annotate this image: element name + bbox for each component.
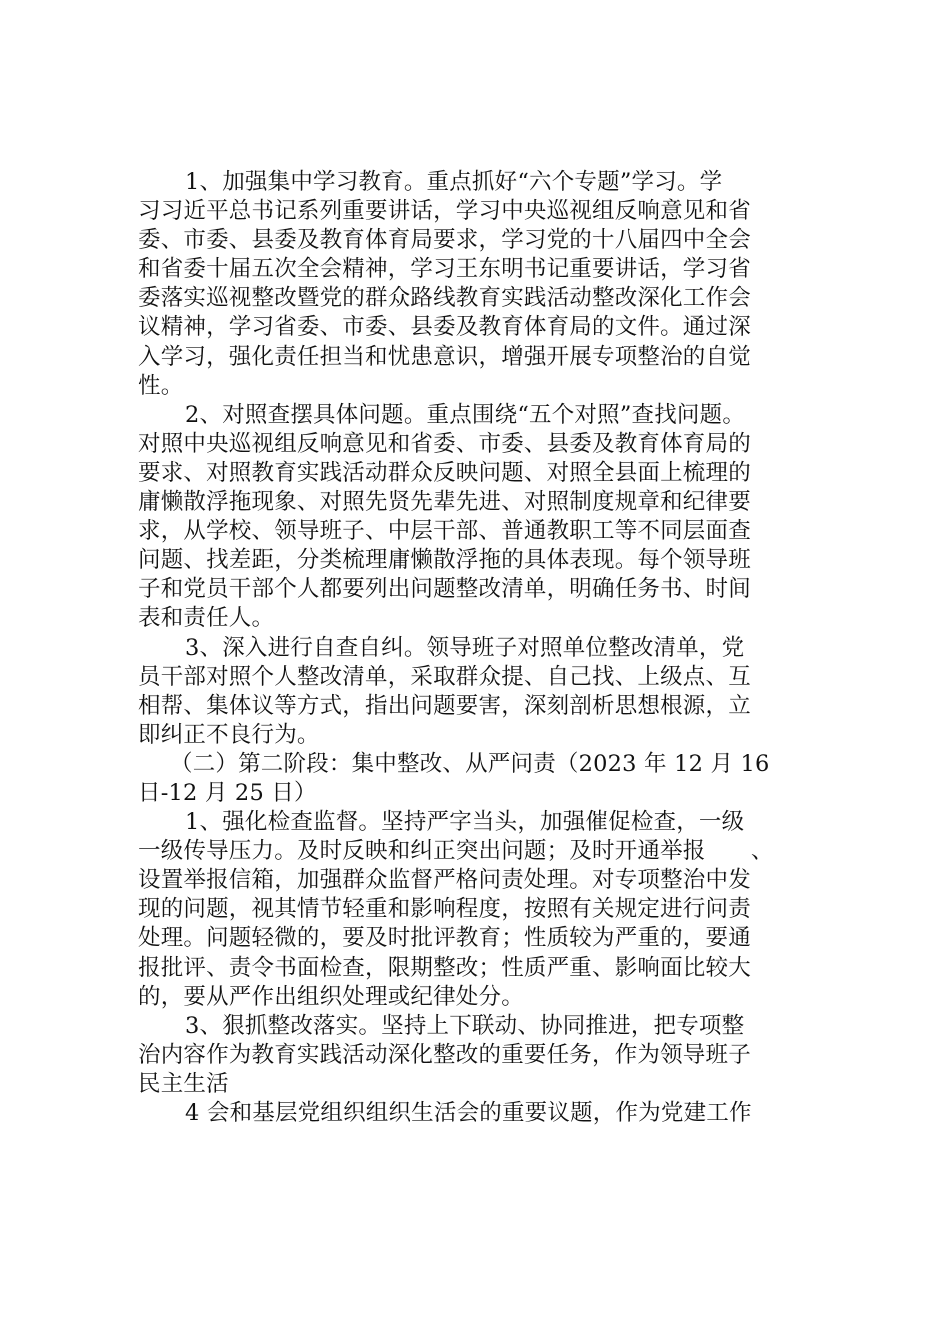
- text-line: 1、加强集中学习教育。重点抓好“六个专题”学习。学: [185, 169, 723, 195]
- text-line: 求，从学校、领导班子、中层干部、普通教职工等不同层面查: [138, 518, 751, 545]
- text-line: 相帮、集体议等方式，指出问题要害，深刻剖析思想根源，立: [138, 692, 751, 719]
- text-line: 问题、找差距，分类梳理庸懒散浮拖的具体表现。每个领导班: [138, 547, 751, 574]
- text-line: 民主生活: [138, 1070, 229, 1097]
- text-line: 4 会和基层党组织组织生活会的重要议题，作为党建工作: [185, 1100, 752, 1126]
- text-line: 对照中央巡视组反响意见和省委、市委、县委及教育体育局的: [138, 430, 751, 457]
- text-line: 现的问题，视其情节轻重和影响程度，按照有关规定进行问责: [138, 896, 751, 923]
- text-line: 习习近平总书记系列重要讲话，学习中央巡视组反响意见和省: [138, 198, 751, 225]
- text-line: 治内容作为教育实践活动深化整改的重要任务，作为领导班子: [138, 1041, 751, 1068]
- text-line: 的，要从严作出组织处理或纪律处分。: [138, 983, 524, 1010]
- text-line: 委落实巡视整改暨党的群众路线教育实践活动整改深化工作会: [138, 285, 751, 312]
- text-line: 庸懒散浮拖现象、对照先贤先辈先进、对照制度规章和纪律要: [138, 489, 751, 516]
- section-heading: （二）第二阶段：集中整改、从严问责（2023 年 12 月 16: [170, 750, 770, 777]
- text-line: 性。: [138, 372, 184, 399]
- text-line: 表和责任人。: [138, 605, 275, 632]
- text-line: 要求、对照教育实践活动群众反映问题、对照全县面上梳理的: [138, 459, 751, 486]
- text-line: 委、市委、县委及教育体育局要求，学习党的十八届四中全会: [138, 227, 751, 254]
- text-line: 一级传导压力。及时反映和纠正突出问题；及时开通举报 、: [138, 838, 774, 865]
- text-line: 3、深入进行自查自纠。领导班子对照单位整改清单，党: [185, 634, 745, 661]
- text-line: 议精神，学习省委、市委、县委及教育体育局的文件。通过深: [138, 314, 751, 341]
- text-line: 处理。问题轻微的，要及时批评教育；性质较为严重的，要通: [138, 925, 751, 952]
- text-line: 设置举报信箱，加强群众监督严格问责处理。对专项整治中发: [138, 867, 751, 894]
- text-line: 和省委十届五次全会精神，学习王东明书记重要讲话，学习省: [138, 256, 751, 283]
- text-line: 报批评、责令书面检查，限期整改；性质严重、影响面比较大: [138, 954, 751, 981]
- text-line: 子和党员干部个人都要列出问题整改清单，明确任务书、时间: [138, 576, 751, 603]
- text-line: 即纠正不良行为。: [138, 721, 320, 748]
- text-line: 2、对照查摆具体问题。重点围绕“五个对照”查找问题。: [185, 401, 746, 428]
- document-body: [138, 168, 828, 1128]
- text-line: 员干部对照个人整改清单，采取群众提、自己找、上级点、互: [138, 663, 751, 690]
- section-heading-cont: 日-12 月 25 日）: [138, 779, 317, 806]
- text-line: 入学习，强化责任担当和忧患意识，增强开展专项整治的自觉: [138, 343, 751, 370]
- text-line: 3、狠抓整改落实。坚持上下联动、协同推进，把专项整: [185, 1012, 745, 1039]
- text-line: 1、强化检查监督。坚持严字当头，加强催促检查，一级: [185, 809, 745, 836]
